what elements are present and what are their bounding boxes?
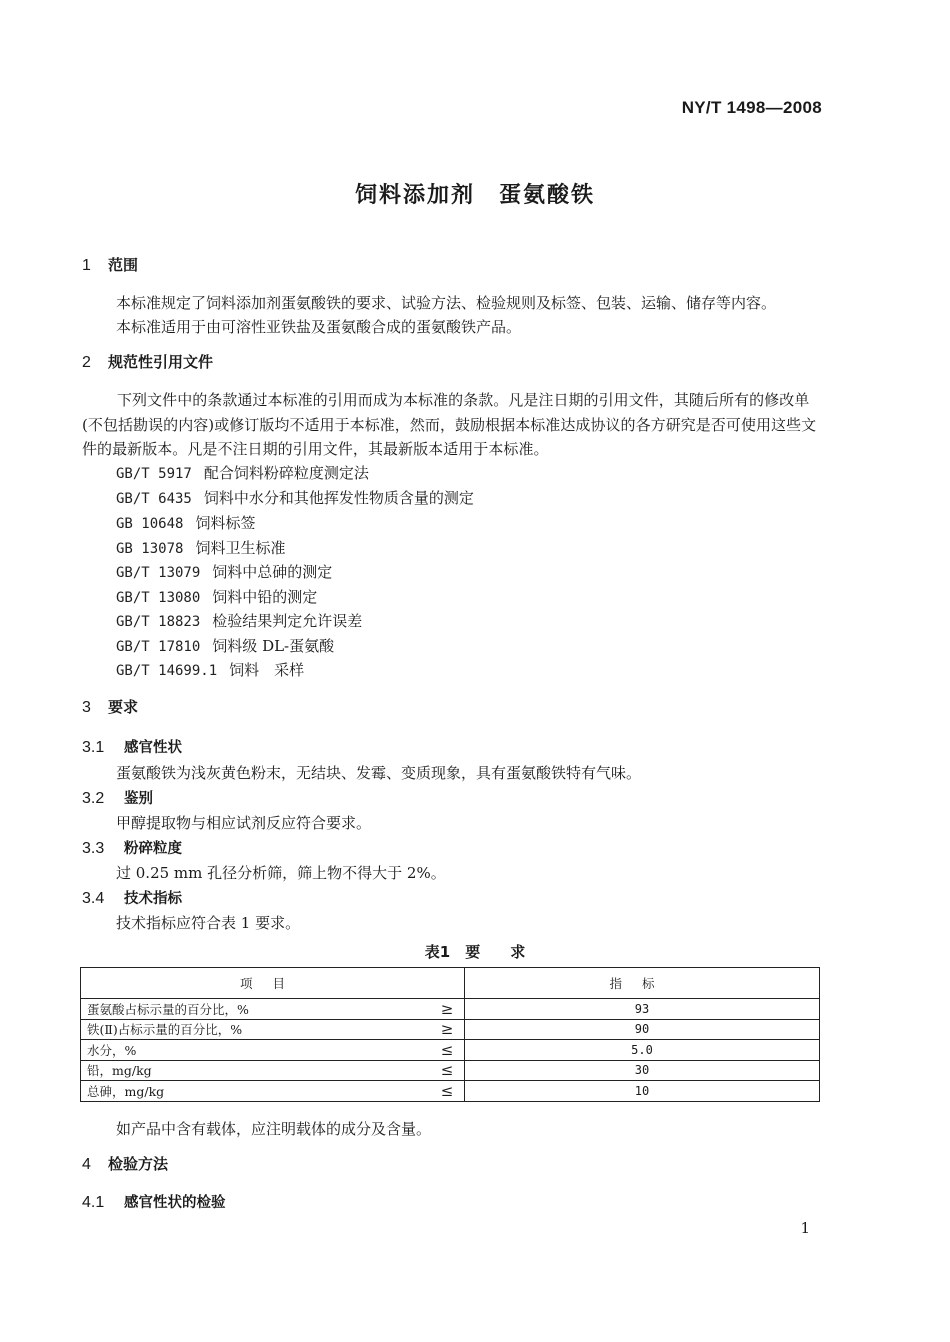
- section-number: 1: [82, 257, 91, 274]
- row-value: 93: [465, 999, 820, 1020]
- reference-name: 饲料卫生标准: [195, 539, 286, 557]
- standard-number: NY/T 1498—2008: [681, 98, 822, 117]
- subsection-title: 感官性状的检验: [124, 1195, 226, 1211]
- reference-item: [116, 586, 317, 607]
- section-4-heading: [82, 1153, 168, 1174]
- table-row: [81, 1040, 820, 1061]
- row-item: 水分，%: [81, 1040, 431, 1061]
- reference-code: GB/T 14699.1: [116, 663, 218, 679]
- reference-code: GB/T 5917: [116, 466, 192, 482]
- subsection-title: 感官性状: [124, 740, 182, 756]
- section-3-3-heading: [82, 837, 182, 858]
- header-item: 项目: [81, 968, 465, 999]
- reference-name: 饲料中总砷的测定: [212, 563, 333, 581]
- subsection-title: 粉碎粒度: [124, 841, 182, 857]
- reference-name: 饲料级 DL-蛋氨酸: [212, 637, 335, 655]
- section-2-paragraph: 下列文件中的条款通过本标准的引用而成为本标准的条款。凡是注日期的引用文件，其随后所有的修改单(不包括勘误的内容)或修订版均不适用于本标准，然而，鼓励根据本标准达成协议的各方研究是否可使用这些文件的最新版本。凡是不注日期的引用文件，其最新版本适用于本标准。: [82, 391, 817, 458]
- row-item: 铁(Ⅱ)占标示量的百分比，%: [81, 1019, 431, 1040]
- reference-name: 饲料 采样: [229, 661, 305, 679]
- page-number: 1: [800, 1219, 810, 1237]
- section-title: 要求: [108, 698, 139, 716]
- table-row: [81, 1060, 820, 1081]
- table-caption: 表1 要 求: [424, 943, 526, 961]
- header-value: 指标: [465, 968, 820, 999]
- reference-name: 饲料中水分和其他挥发性物质含量的测定: [203, 489, 474, 507]
- reference-item: [116, 610, 362, 631]
- section-2-heading: [82, 351, 213, 372]
- section-3-4-text: 技术指标应符合表 1 要求。: [116, 914, 301, 932]
- subsection-title: 技术指标: [124, 891, 182, 907]
- reference-code: GB 10648: [116, 516, 184, 532]
- row-value: 10: [465, 1081, 820, 1102]
- row-operator: ≤: [430, 1081, 465, 1102]
- section-3-heading: [82, 696, 138, 717]
- subsection-number: 4.1: [82, 1194, 105, 1211]
- reference-code: GB 13078: [116, 541, 184, 557]
- table-row: [81, 999, 820, 1020]
- reference-code: GB/T 13080: [116, 590, 201, 606]
- reference-code: GB/T 17810: [116, 639, 201, 655]
- subsection-number: 3.3: [82, 840, 105, 857]
- row-value: 30: [465, 1060, 820, 1081]
- row-operator: ≤: [430, 1060, 465, 1081]
- section-number: 3: [82, 699, 91, 716]
- requirements-table: [80, 967, 820, 1102]
- reference-name: 检验结果判定允许误差: [212, 612, 363, 630]
- table-row: [81, 1081, 820, 1102]
- section-title: 检验方法: [108, 1155, 169, 1173]
- reference-name: 饲料中铅的测定: [212, 588, 318, 606]
- section-3-4-heading: [82, 887, 182, 908]
- row-value: 90: [465, 1019, 820, 1040]
- reference-code: GB/T 6435: [116, 491, 192, 507]
- row-item: 总砷，mg/kg: [81, 1081, 431, 1102]
- row-value: 5.0: [465, 1040, 820, 1061]
- subsection-number: 3.2: [82, 790, 105, 807]
- table-header-row: [81, 968, 820, 999]
- table-note: 如产品中含有载体，应注明载体的成分及含量。: [116, 1120, 432, 1138]
- section-3-1-text: 蛋氨酸铁为浅灰黄色粉末，无结块、发霉、变质现象，具有蛋氨酸铁特有气味。: [116, 764, 642, 782]
- document-title: 饲料添加剂 蛋氨酸铁: [354, 183, 595, 208]
- row-operator: ≤: [430, 1040, 465, 1061]
- reference-item: [116, 635, 334, 656]
- section-title: 范围: [108, 256, 139, 274]
- row-item: 铅，mg/kg: [81, 1060, 431, 1081]
- reference-code: GB/T 13079: [116, 565, 201, 581]
- reference-name: 配合饲料粉碎粒度测定法: [203, 464, 369, 482]
- section-number: 4: [82, 1156, 91, 1173]
- section-number: 2: [82, 354, 91, 371]
- subsection-number: 3.4: [82, 890, 105, 907]
- section-1-heading: [82, 254, 138, 275]
- table-row: [81, 1019, 820, 1040]
- subsection-title: 鉴别: [124, 791, 153, 807]
- reference-item: [116, 561, 332, 582]
- row-operator: ≥: [430, 999, 465, 1020]
- reference-code: GB/T 18823: [116, 614, 201, 630]
- section-3-1-heading: [82, 736, 182, 757]
- reference-item: [116, 512, 255, 533]
- section-1-paragraph-1: 本标准规定了饲料添加剂蛋氨酸铁的要求、试验方法、检验规则及标签、包装、运输、储存等内容。: [116, 294, 777, 312]
- reference-item: [116, 537, 285, 558]
- section-1-paragraph-2: 本标准适用于由可溶性亚铁盐及蛋氨酸合成的蛋氨酸铁产品。: [116, 318, 522, 336]
- reference-name: 饲料标签: [195, 514, 256, 532]
- section-3-2-heading: [82, 787, 153, 808]
- section-3-2-text: 甲醇提取物与相应试剂反应符合要求。: [116, 814, 372, 832]
- row-item: 蛋氨酸占标示量的百分比，%: [81, 999, 431, 1020]
- subsection-number: 3.1: [82, 739, 105, 756]
- section-4-1-heading: [82, 1191, 226, 1212]
- row-operator: ≥: [430, 1019, 465, 1040]
- section-title: 规范性引用文件: [108, 353, 214, 371]
- reference-item: [116, 659, 304, 680]
- reference-item: [116, 487, 474, 508]
- reference-item: [116, 462, 369, 483]
- section-3-3-text: 过 0.25 mm 孔径分析筛，筛上物不得大于 2%。: [116, 864, 446, 882]
